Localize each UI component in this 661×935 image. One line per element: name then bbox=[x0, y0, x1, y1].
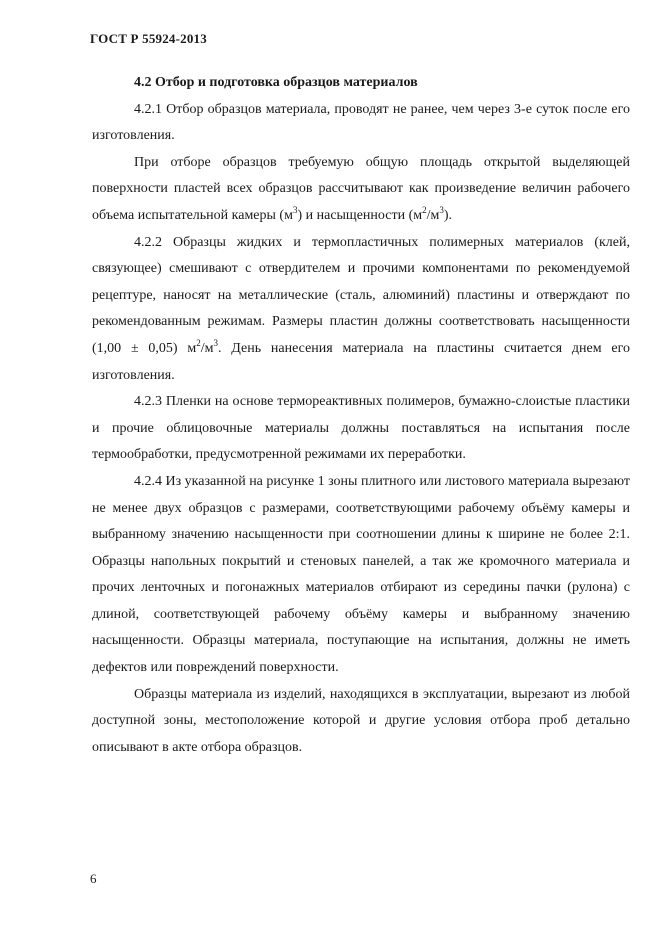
paragraph-4-2-1 bbox=[92, 97, 630, 150]
superscript: 3 bbox=[439, 204, 444, 215]
paragraph-text: 4.2.2 Образцы жидких и термопластичных полимерных материалов (клей, связующее) смешивают с отвердителем и прочими компонентами по рекомендуемой рецептуре, наносят на металлические (сталь, алюминий) пластины и отверждают по рекомендованным режимам. Размеры пластин должны соответствовать насыщенности (1,00 ± 0,05) м bbox=[92, 234, 630, 356]
page-number: 6 bbox=[90, 871, 97, 886]
paragraph-text: . День нанесения материала на пластины считается днем его изготовления. bbox=[92, 340, 630, 383]
paragraph-text: ) и насыщенности (м bbox=[297, 207, 423, 223]
paragraph-text: Образцы материала из изделий, находящихся в эксплуатации, вырезают из любой доступной зоны, местоположение которой и другие условия отбора проб детально описывают в акте отбора образцов. bbox=[92, 686, 630, 755]
superscript: 3 bbox=[213, 337, 219, 348]
paragraph-4-2-2 bbox=[92, 230, 630, 390]
superscript: 2 bbox=[196, 337, 201, 348]
paragraph-text: ). bbox=[443, 207, 453, 223]
document-header: ГОСТ Р 55924-2013 bbox=[90, 31, 207, 46]
paragraph-text: При отборе образцов требуемую общую площадь открытой выделяющей поверхности пластей всех образцов рассчитывают как произведение величин рабочего объема испытательной камеры (м bbox=[92, 154, 630, 223]
paragraph-text: /м bbox=[200, 340, 214, 356]
paragraph-4-2-3 bbox=[92, 389, 630, 469]
superscript: 2 bbox=[422, 204, 427, 215]
paragraph-4-2-4 bbox=[92, 469, 630, 682]
page-body bbox=[92, 70, 630, 761]
paragraph-text: 4.2.4 Из указанной на рисунке 1 зоны плитного или листового материала вырезают не менее двух образцов с размерами, соответствующими рабочему объёму камеры и выбранному значению насыщенности при соотношении длины к ширине не более 2:1. Образцы напольных покрытий и стеновых панелей, а так же кромочного материала и прочих ленточных и погонажных материалов отбирают из середины пачки (рулона) с длиной, соответствующей рабочему объёму камеры и выбранному значению насыщенности. Образцы материала, поступающие на испытания, должны не иметь дефектов или повреждений поверхности. bbox=[92, 473, 630, 676]
paragraph-sample-area bbox=[92, 150, 630, 230]
paragraph-text: /м bbox=[426, 207, 440, 223]
paragraph-text: 4.2.1 Отбор образцов материала, проводят не ранее, чем через 3-е суток после его изготовления. bbox=[92, 101, 630, 144]
superscript: 3 bbox=[292, 204, 298, 215]
paragraph-text: 4.2.3 Пленки на основе термореактивных полимеров, бумажно-слоистые пластики и прочие облицовочные материалы должны поставляться на испытания после термообработки, предусмотренной режимами их переработки. bbox=[92, 394, 630, 463]
section-heading: 4.2 Отбор и подготовка образцов материалов bbox=[134, 75, 418, 90]
paragraph-in-service-samples bbox=[92, 682, 630, 762]
